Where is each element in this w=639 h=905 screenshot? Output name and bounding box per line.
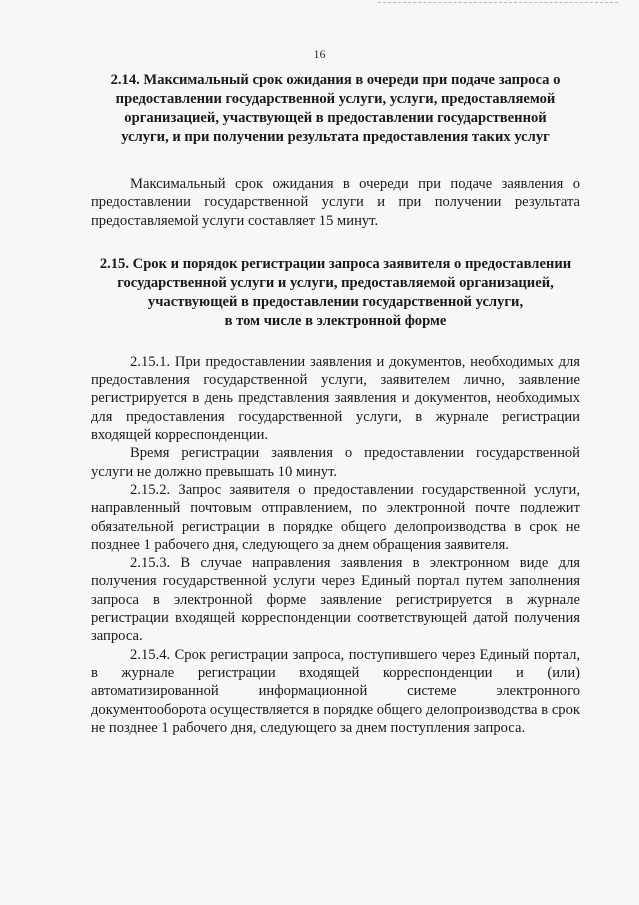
- paragraph-2-15-1: 2.15.1. При предоставлении заявления и документов, необходимых для предоставления государственной услуги, заявителем лично, заявление регистрируется в день представления заявления и документов, необходимых для предоставления государственной услуги, в журнале регистрации входящей корреспонденции.: [91, 353, 580, 444]
- heading-line: государственной услуги и услуги, предоставляемой организацией,: [117, 274, 554, 291]
- paragraph-2-15-3: 2.15.3. В случае направления заявления в электронном виде для получения государственной услуги через Единый портал путем заполнения запроса в электронной форме заявление регистрируется в журнале регистрации входящей корреспонденции соответствующей датой получения запроса.: [91, 555, 580, 645]
- scan-edge-line: [378, 2, 618, 3]
- heading-line: участвующей в предоставлении государственной услуги,: [147, 293, 524, 310]
- paragraph-2-15-2: 2.15.2. Запрос заявителя о предоставлении государственной услуги, направленный почтовым отправлением, по электронной почте подлежит обязательной регистрации в порядке общего делопроизводства в срок не позднее 1 рабочего дня, следующего за днем обращения заявителя.: [91, 481, 580, 553]
- page-number: 16: [313, 47, 326, 61]
- heading-line: 2.14. Максимальный срок ожидания в очереди при подаче запроса о: [110, 72, 561, 88]
- heading-line: предоставлении государственной услуги, услуги, предоставляемой: [115, 91, 556, 107]
- heading-line: организацией, участвующей в предоставлении государственной: [124, 110, 547, 126]
- document-body: [91, 71, 580, 737]
- section-2-14-heading: [91, 71, 580, 147]
- section-2-14-paragraph: Максимальный срок ожидания в очереди при подаче заявления о предоставлении государственной услуги и при получении результата предоставляемой услуги составляет 15 минут.: [91, 176, 580, 229]
- paragraph-2-15-4: 2.15.4. Срок регистрации запроса, поступившего через Единый портал, в журнале регистрации входящей корреспонденции и (или) автоматизированной информационной системе электронного документооборота осуществляется в порядке общего делопроизводства в срок не позднее 1 рабочего дня, следующего за днем поступления запроса.: [91, 646, 580, 736]
- heading-line: услуги, и при получении результата предоставления таких услуг: [121, 129, 550, 145]
- paragraph-registration-time: Время регистрации заявления о предоставлении государственной услуги не должно превышать 10 минут.: [91, 445, 580, 480]
- heading-line: 2.15. Срок и порядок регистрации запроса заявителя о предоставлении: [99, 255, 572, 272]
- section-2-15-heading: [91, 255, 580, 331]
- heading-line: в том числе в электронной форме: [224, 312, 447, 329]
